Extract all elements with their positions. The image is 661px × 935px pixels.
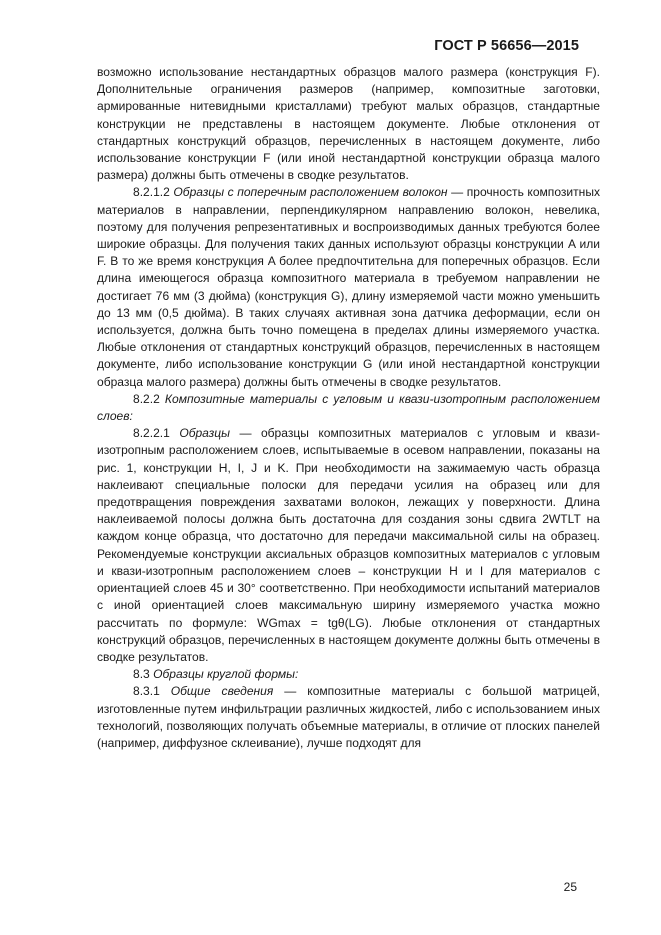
clause-text: — образцы композитных материалов с угловым и квази-изотропным расположением слоев, испытываемые в осевом направлении, показаны на рис. 1, конструкции H, I, J и K. При необходимости на зажимаемую часть образца наклеивают специальные полоски для передачи усилия на образец или для предотвращения повреждения захватами волокон, лежащих у поверхности. Длина наклеиваемой полосы должна быть достаточна для создания зоны сдвига 2WTLT на каждом конце образца, что достаточно для передачи максимальной силы на образец. Рекомендуемые конструкции аксиальных образцов композитных материалов с угловым и квази-изотропным расположением слоев – конструкции H и I для материалов с ориентацией слоев 45 и 30° соответственно. При необходимости испытаний материалов с иной ориентацией слоев максимальную ширину измеряемого участка можно рассчитать по формуле: WGmax = tgθ(LG). Любые отклонения от стандартных конструкций образцов, перечисленных в настоящем документе должны быть отмечены в сводке результатов.: [97, 426, 600, 664]
clause-8-2-1-2: [97, 184, 600, 390]
clause-title: Образцы с поперечным расположением волокон: [173, 185, 448, 200]
clause-number: 8.2.2.1: [133, 426, 170, 441]
clause-8-2-2: [97, 391, 600, 425]
clause-number: 8.2.2: [133, 391, 160, 406]
page-number: 25: [563, 880, 577, 894]
clause-title: Общие сведения: [170, 684, 274, 699]
clause-number: 8.2.1.2: [133, 185, 170, 200]
clause-title: Образцы: [179, 426, 230, 441]
paragraph-continuation: возможно использование нестандартных образцов малого размера (конструкция F). Дополнительные ограничения размеров (например, композитные заготовки, армированные нитевидными кристаллами) требуют малых образцов, стандартные конструкции не представлены в настоящем документе. Любые отклонения от стандартных конструкций образцов, перечисленных в настоящем документе, либо использование конструкции F (или иной нестандартной конструкции образца малого размера) должны быть отмечены в сводке результатов.: [97, 65, 600, 183]
clause-8-3-1: [97, 683, 600, 752]
clause-number: 8.3: [133, 667, 150, 682]
document-body: [97, 64, 600, 752]
clause-8-3: [97, 666, 600, 683]
document-id-header: ГОСТ Р 56656—2015: [434, 38, 579, 54]
clause-number: 8.3.1: [133, 684, 160, 699]
clause-text: — композитные материалы с большой матрицей, изготовленные путем инфильтрации различных жидкостей, либо с использованием иных технологий, позволяющих получать объемные материалы, в отличие от плоских панелей (например, диффузное склеивание), лучше подходят для: [97, 684, 601, 750]
clause-text: — прочность композитных материалов в направлении, перпендикулярном направлению волокон, невелика, поэтому для получения репрезентативных и воспроизводимых данных требуются более широкие образцы. Для получения таких данных используют образцы конструкции A или F. В то же время конструкция A более предпочтительна для поперечных образцов. Если длина имеющегося образца композитного материала в требуемом направлении не достигает 76 мм (3 дюйма) (конструкция G), длину измеряемой части можно уменьшить до 13 мм (0,5 дюйма). В таких случаях активная зона датчика деформации, если он используется, должна быть точно помещена в пределах длины измеряемого участка. Любые отклонения от стандартных конструкций образцов, перечисленных в настоящем документе, либо использование конструкции G (или иной нестандартной конструкции образца малого размера) должны быть отмечены в сводке результатов.: [97, 185, 600, 389]
clause-title: Образцы круглой формы:: [153, 667, 299, 682]
clause-title: Композитные материалы с угловым и квази-изотропным расположением слоев:: [97, 391, 601, 424]
clause-8-2-2-1: [97, 425, 600, 666]
